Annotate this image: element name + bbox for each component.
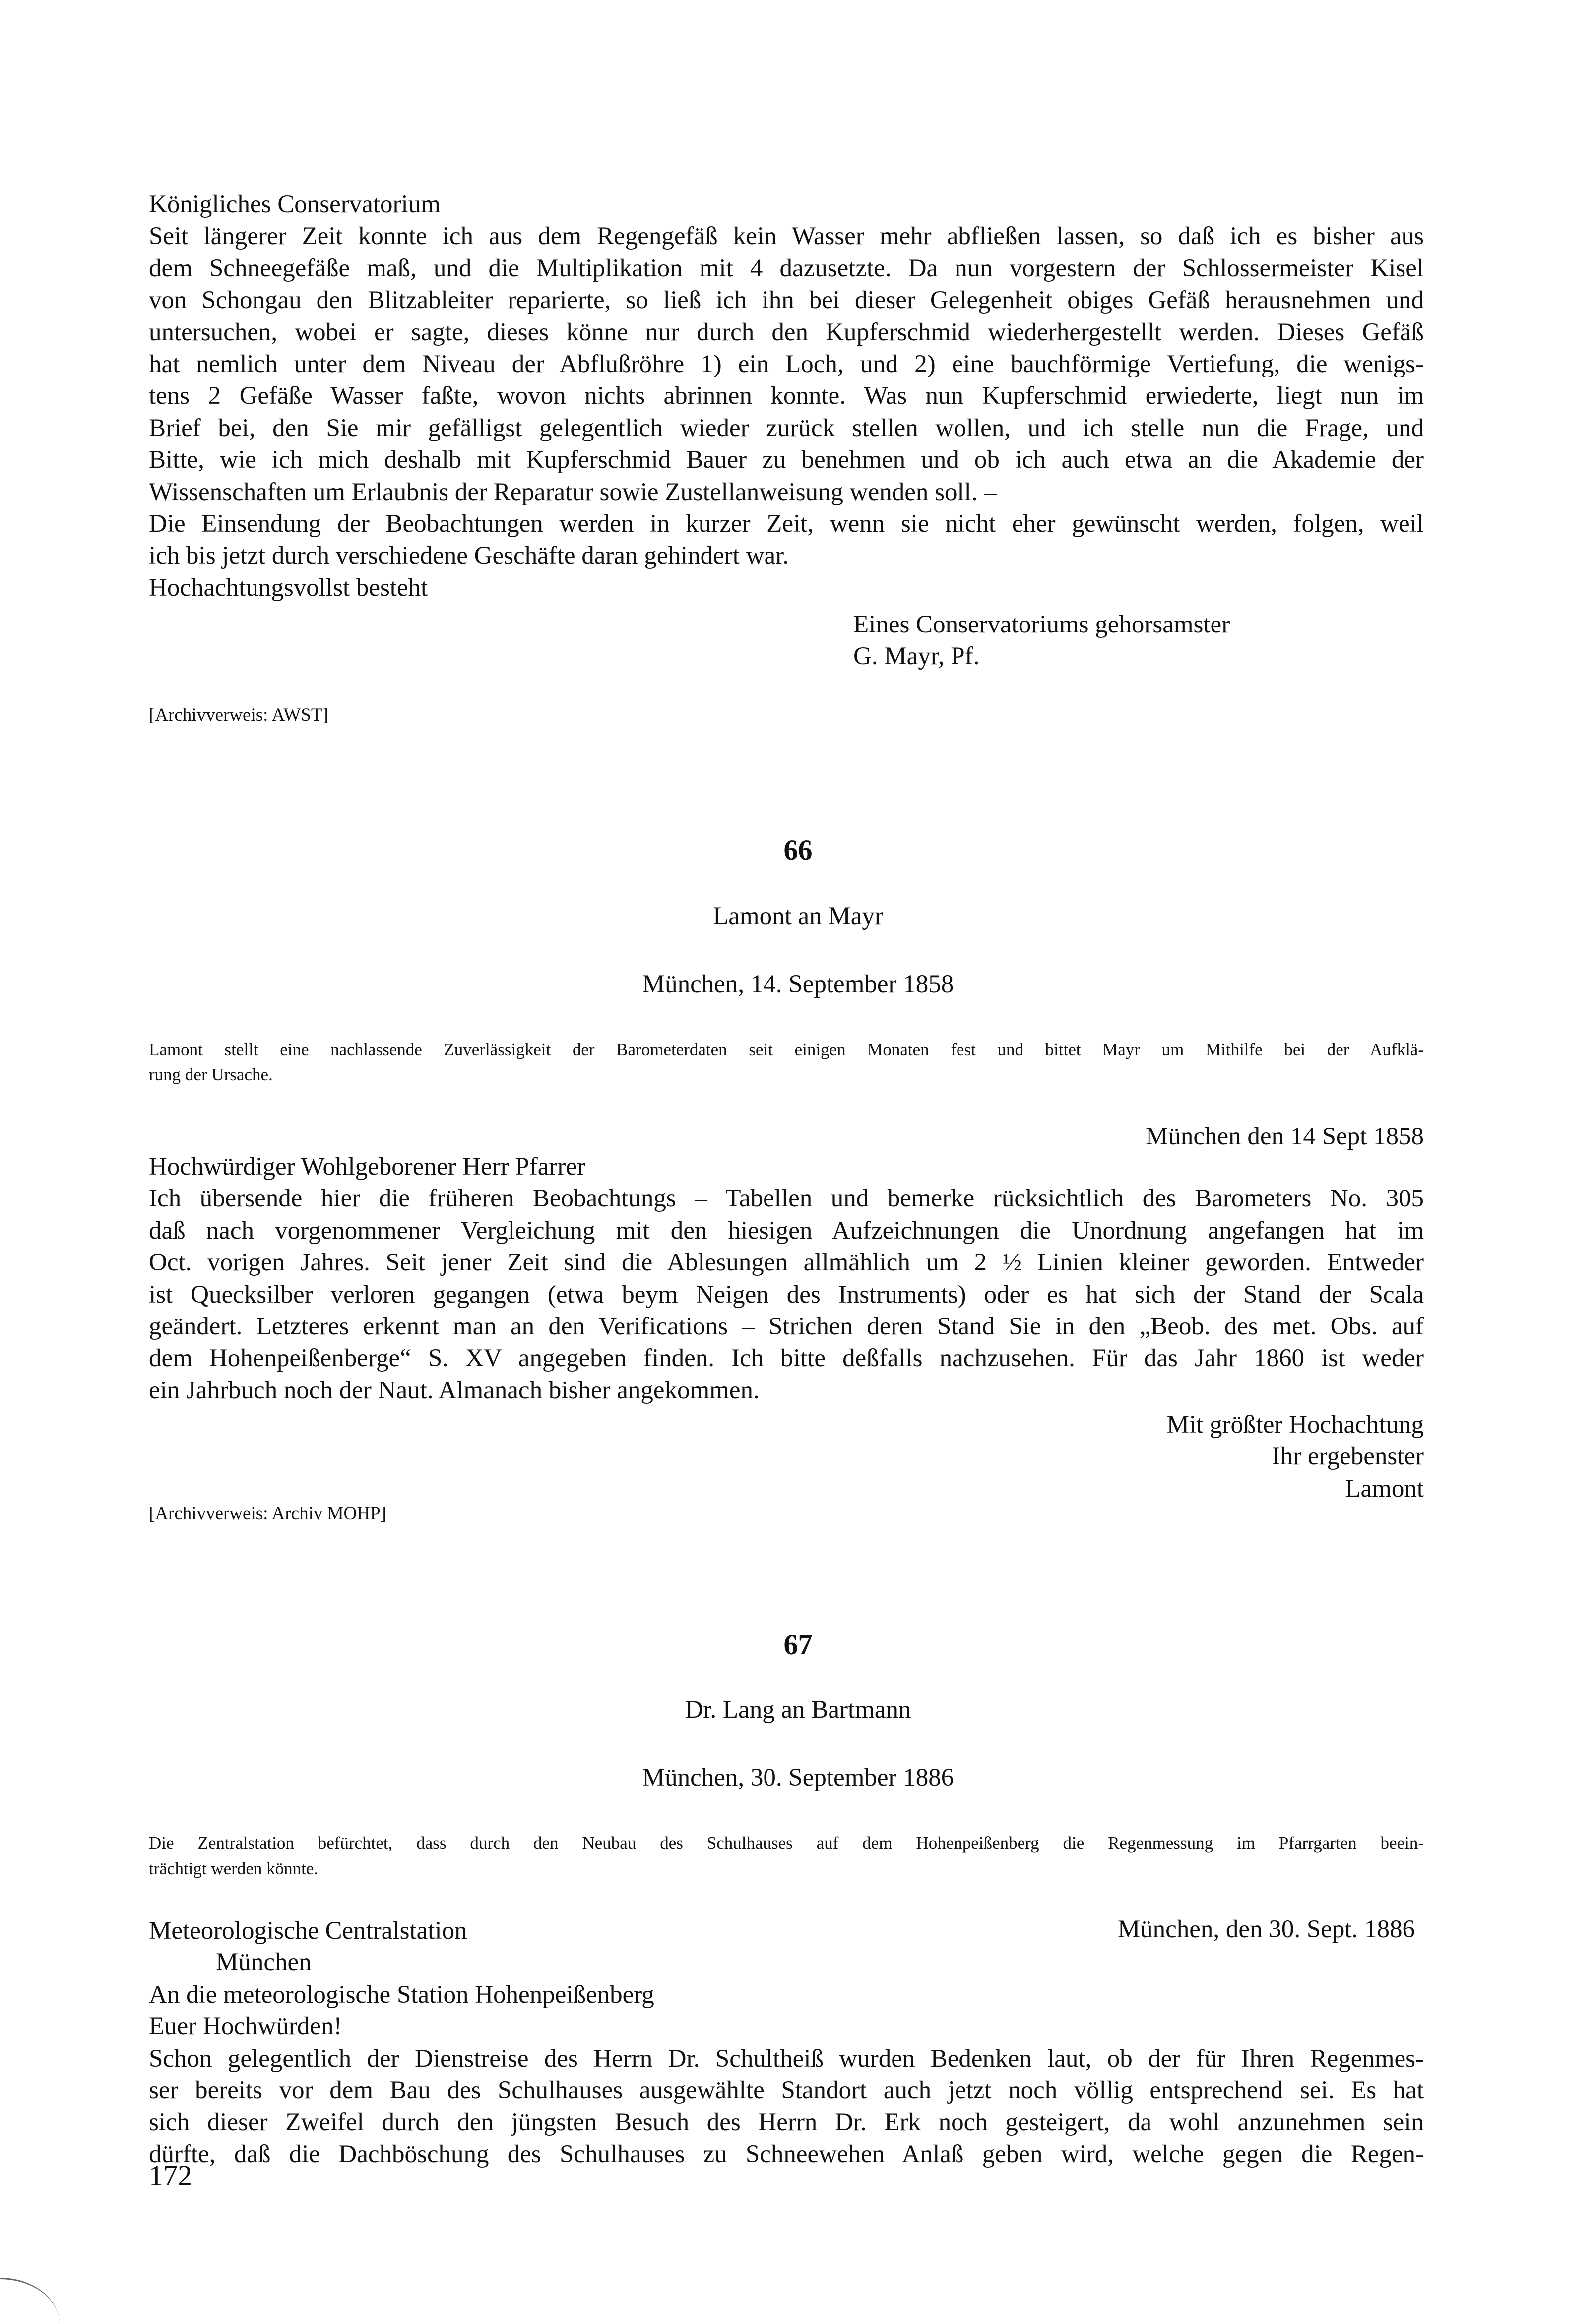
summary-line: Die Zentralstation befürchtet, dass durch den Neubau des Schulhauses auf dem Hohenpeißenberg die Regenmessung im Pfarrgarten beein- [149,1833,1424,1853]
text-line: dem Hohenpeißenberge“ S. XV angegeben finden. Ich bitte deßfalls nachzusehen. Für das Jahr 1860 ist weder [149,1344,1424,1373]
text-line: von Schongau den Blitzableiter reparierte, so ließ ich ihn bei dieser Gelegenheit obiges Gefäß herausnehmen und [149,286,1424,314]
text-line: Königliches Conservatorium [149,190,441,218]
paper-crease [0,2278,60,2324]
text-line: Bitte, wie ich mich deshalb mit Kupferschmid Bauer zu benehmen und ob ich auch etwa an die Akademie der [149,446,1424,474]
text-line: Brief bei, den Sie mir gefälligst gelegentlich wieder zurück stellen wollen, und ich stelle nun die Frage, und [149,414,1424,442]
summary-line: Lamont stellt eine nachlassende Zuverlässigkeit der Barometerdaten seit einigen Monaten fest und bittet Mayr um Mithilfe bei der Aufklä- [149,1040,1424,1059]
letter-67-number: 67 [783,1629,813,1661]
text-line: dürfte, daß die Dachböschung des Schulhauses zu Schneewehen Anlaß geben wird, welche gegen die Regen- [149,2140,1424,2168]
letter-67-sender-city: München [216,1948,312,1977]
letter-67-text [149,1915,1424,2170]
text-line: untersuchen, wobei er sagte, dieses könne nur durch den Kupferschmid wiederhergestellt werden. Dieses Gefäß [149,318,1424,346]
letter-66-text [149,1151,1424,1406]
letter-65-signature [853,609,1230,673]
letter-67-heading: Dr. Lang an Bartmann [685,1696,911,1724]
letter-65-body [149,188,1424,604]
text-line: Seit längerer Zeit konnte ich aus dem Regengefäß kein Wasser mehr abfließen lassen, so daß ich es bisher aus [149,222,1424,251]
text-line: Die Einsendung der Beobachtungen werden in kurzer Zeit, wenn sie nicht eher gewünscht werden, folgen, weil [149,510,1424,538]
text-line: ich bis jetzt durch verschiedene Geschäfte daran gehindert war. [149,542,789,570]
signature-name: G. Mayr, Pf. [853,642,980,671]
letter-67-salutation: Euer Hochwürden! [149,2012,342,2041]
text-line: Hochachtungsvollst besteht [149,573,428,602]
letter-67-dateline: München, den 30. Sept. 1886 [1117,1915,1415,1943]
letter-66-heading: Lamont an Mayr [713,902,883,930]
text-line: ein Jahrbuch noch der Naut. Almanach bisher angekommen. [149,1376,760,1404]
page-number: 172 [149,2159,192,2192]
summary-line: rung der Ursache. [149,1065,273,1084]
letter-66-number: 66 [783,834,813,866]
summary-line: trächtigt werden könnte. [149,1859,319,1878]
letter-66-salutation: Hochwürdiger Wohlgeborener Herr Pfarrer [149,1153,585,1181]
text-line: Wissenschaften um Erlaubnis der Reparatur sowie Zustellanweisung wenden soll. – [149,478,997,506]
text-line: dem Schneegefäße maß, und die Multiplikation mit 4 dazusetzte. Da nun vorgestern der Schlossermeister Kisel [149,254,1424,282]
text-line: tens 2 Gefäße Wasser faßte, wovon nichts abrinnen konnte. Was nun Kupferschmid erwiederte, liegt nun im [149,382,1424,410]
letter-67-summary [149,1830,1424,1881]
text-line: geändert. Letzteres erkennt man an den Verifications – Strichen deren Stand Sie in den „Beob. des met. Obs. auf [149,1313,1424,1341]
text-line: daß nach vorgenommener Vergleichung mit den hiesigen Aufzeichnungen die Unordnung angefangen hat im [149,1216,1424,1245]
letter-66-dateline: München den 14 Sept 1858 [1146,1123,1424,1150]
closing-line: Mit größter Hochachtung [1166,1411,1424,1439]
letter-66-body [149,1183,1424,1406]
letter-66-summary [149,1037,1424,1087]
letter-67-recipient: An die meteorologische Station Hohenpeißenberg [149,1980,654,2009]
letter-67-body [149,2043,1424,2171]
letter-66-place-date: München, 14. September 1858 [642,970,954,998]
letter-65-text [149,188,1424,604]
text-line: hat nemlich unter dem Niveau der Abflußröhre 1) ein Loch, und 2) eine bauchförmige Vertiefung, die wenigs- [149,350,1424,378]
text-line: Schon gelegentlich der Dienstreise des Herrn Dr. Schultheiß wurden Bedenken laut, ob der für Ihren Regenmes- [149,2044,1424,2073]
text-line: Oct. vorigen Jahres. Seit jener Zeit sind die Ablesungen allmählich um 2 ½ Linien kleiner geworden. Entweder [149,1249,1424,1277]
text-line: sich dieser Zweifel durch den jüngsten Besuch des Herrn Dr. Erk noch gesteigert, da wohl anzunehmen sein [149,2108,1424,2136]
letter-66-archive-reference: [Archivverweis: Archiv MOHP] [149,1504,386,1524]
closing-line: Ihr ergebenster [1272,1443,1424,1471]
text-line: ist Quecksilber verloren gegangen (etwa beym Neigen des Instruments) oder es hat sich der Stand der Scala [149,1280,1424,1309]
text-line: ser bereits vor dem Bau des Schulhauses ausgewählte Standort auch jetzt noch völlig entsprechend sei. Es hat [149,2076,1424,2105]
letter-65-archive-reference: [Archivverweis: AWST] [149,705,328,725]
text-line: Ich übersende hier die früheren Beobachtungs – Tabellen und bemerke rücksichtlich des Barometers No. 305 [149,1185,1424,1213]
closing-signature: Lamont [1345,1474,1424,1503]
letter-67-sender: Meteorologische Centralstation [149,1917,467,1945]
letter-66-closing [1167,1409,1424,1505]
signature-line: Eines Conservatoriums gehorsamster [853,611,1230,638]
letter-67-place-date: München, 30. September 1886 [642,1764,954,1792]
